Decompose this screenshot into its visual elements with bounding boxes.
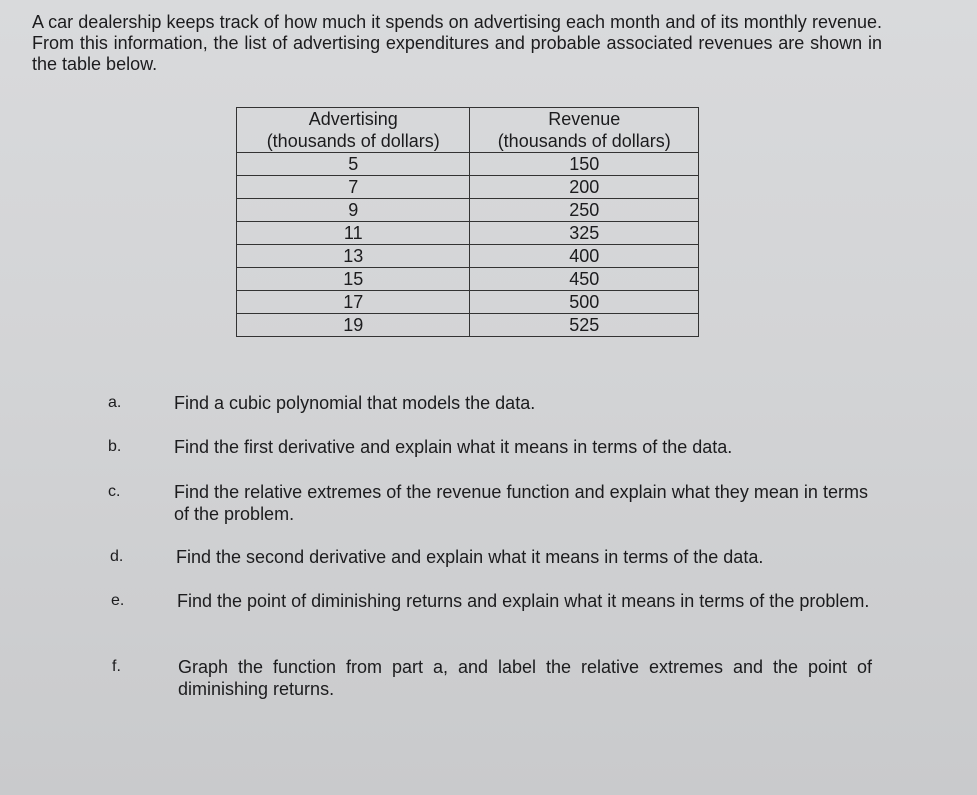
revenue-header-unit: (thousands of dollars) <box>497 131 671 151</box>
revenue-cell: 250 <box>470 199 699 222</box>
advertising-cell: 17 <box>237 291 470 314</box>
question-text: Find the point of diminishing returns and explain what it means in terms of the problem. <box>177 591 870 611</box>
revenue-cell: 525 <box>470 314 699 337</box>
question-letter: a. <box>108 394 122 411</box>
revenue-cell: 450 <box>470 268 699 291</box>
question-letter: d. <box>110 548 124 565</box>
advertising-cell: 7 <box>237 176 470 199</box>
revenue-cell: 400 <box>470 245 699 268</box>
advertising-cell: 11 <box>237 222 470 245</box>
advertising-cell: 5 <box>237 153 470 176</box>
revenue-cell: 500 <box>470 291 699 314</box>
advertising-header-unit: (thousands of dollars) <box>266 131 440 151</box>
question-letter: f. <box>112 658 121 675</box>
advertising-cell: 19 <box>237 314 470 337</box>
advertising-header-title: Advertising <box>308 109 398 129</box>
question-text: Find the relative extremes of the revenue function and explain what they mean in terms of the problem. <box>174 482 868 524</box>
revenue-cell: 150 <box>470 153 699 176</box>
advertising-cell: 15 <box>237 268 470 291</box>
question-letter: b. <box>108 438 122 455</box>
question-letter: c. <box>108 483 121 500</box>
question-text: Find the second derivative and explain what it means in terms of the data. <box>176 547 764 567</box>
revenue-header-title: Revenue <box>548 109 621 129</box>
question-text: Find a cubic polynomial that models the data. <box>174 393 536 413</box>
advertising-cell: 13 <box>237 245 470 268</box>
question-text: Graph the function from part a, and label the relative extremes and the point of diminishing returns. <box>178 657 872 699</box>
problem-intro: A car dealership keeps track of how much it spends on advertising each month and of its monthly revenue. From this information, the list of advertising expenditures and probable associated revenues are shown in the table below. <box>32 12 882 74</box>
question-letter: e. <box>111 592 125 609</box>
revenue-cell: 325 <box>470 222 699 245</box>
revenue-cell: 200 <box>470 176 699 199</box>
question-text: Find the first derivative and explain what it means in terms of the data. <box>174 437 733 457</box>
advertising-cell: 9 <box>237 199 470 222</box>
